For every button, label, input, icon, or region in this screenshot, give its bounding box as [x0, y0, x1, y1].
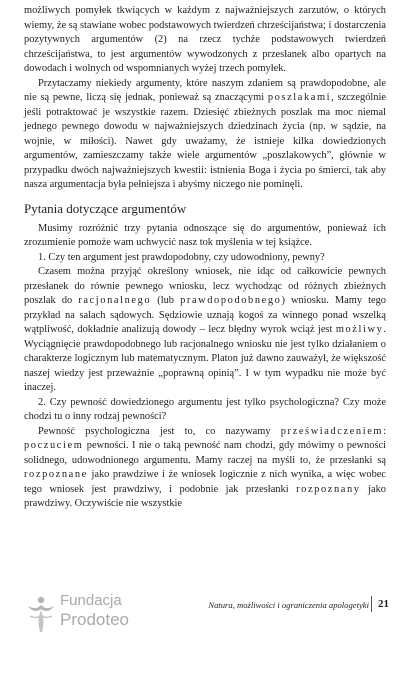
spaced-word-racjonalnego: racjonalnego [78, 295, 152, 306]
page-footer [0, 590, 413, 650]
spaced-word-poszlakami: poszlakami [267, 92, 332, 103]
paragraph-5-text-d: . Wyciągnięcie prawdopodobnego lub racjonalnego wniosku nie jest tylko działaniem o charakterze logicznym lub matematycznym. Platon już dawno zauważył, że większość naszej wiedzy jest przeważnie „poprawną opinią”. I w tym wypadku nie może być inaczej. [24, 324, 386, 393]
paragraph-7-text-a: Pewność psychologiczna jest to, co nazywamy [38, 425, 281, 437]
running-title: Natura, możliwości i ograniczenia apologetyki [208, 600, 369, 610]
footer-divider [371, 596, 372, 612]
paragraph-5-text-c: ) wniosku. Mamy tego przykład na salach sądowych. Sędziowie uznają kogoś za winnego ponad wszelką wątpliwość, dokładnie analizują dowody – lecz błędny wyrok wciąż jest [24, 295, 386, 335]
spaced-word-poczuciem: poczuciem [24, 440, 84, 451]
paragraph-5-text-a: Czasem można przyjąć określony wniosek, nie idąc od całkowicie pewnych przesłanek do równie pewnego wniosku, lecz wychodząc od różnych zbieżnych poszlak do [24, 266, 386, 306]
page-number: 21 [378, 598, 389, 610]
paragraph-2 [24, 77, 386, 193]
spaced-word-rozpoznane: rozpoznane [24, 469, 88, 480]
spaced-word-prawdopodobnego: prawdopodobnego [180, 295, 282, 306]
paragraph-7-text-b: : [383, 425, 386, 437]
paragraph-2-text-b: , szczególnie jeśli potraktować je wszystkie razem. Dziesięć zbieżnych poszlak ma moc niemal jednego pewnego dowodu w najważniejszych dziedzinach życia (np. w sądzie, na wojnie, w miłości). Nawet gdy uważamy, że istnieje kilka dowiedzionych argumentów, zamieszczamy także wiele argumentów „poszlakowych”, głównie w przypadku dwóch najważniejszych kwestii: istnienia Boga i życia po śmierci, tak aby nasza argumentacja była pełniejsza i abyśmy niczego nie pominęli. [24, 92, 386, 190]
paragraph-3: Musimy rozróżnić trzy pytania odnoszące się do argumentów, ponieważ ich zrozumienie pomoże wam uchwycić nasz tok myślenia w tej książce. [24, 222, 386, 248]
fundacja-logo-icon [26, 594, 56, 634]
body-text [24, 4, 386, 512]
paragraph-5-text-b: (lub [151, 295, 181, 306]
logo-text-prodoteo: Prodoteo [60, 610, 129, 629]
paragraph-7-text-d: jako prawdziwe i że wniosek logicznie z nich wynika, a więc wobec tego wniosek jest prawdziwy, i podobnie jak przesłanki [24, 469, 386, 495]
spaced-word-mozliwy: możliwy [335, 324, 384, 335]
section-heading: Pytania dotyczące argumentów [24, 200, 187, 216]
paragraph-1: możliwych pomyłek tkwiących w każdym z najważniejszych zarzutów, o których wiemy, że są stawiane wobec podstawowych twierdzeń chrześcijaństwa; i dostarczenia pozytywnych argumentów (2) na rzecz tychże podstawowych twierdzeń chrześcijaństwa, to jest argumentów wywodzonych z przesłanek albo opartych na dowodach i wolnych od wspomnianych wyżej trzech pomyłek. [24, 5, 386, 74]
paragraph-5 [24, 265, 386, 396]
paragraph-7-text-e: jako prawdziwy. Oczywiście nie wszystkie [24, 483, 386, 509]
question-2: 2. Czy pewność dowiedzionego argumentu jest tylko psychologiczna? Czy może chodzi tu o inny rodzaj pewności? [24, 396, 386, 422]
spaced-word-rozpoznany: rozpoznany [296, 483, 361, 495]
paragraph-7 [24, 425, 386, 512]
question-1: 1. Czy ten argument jest prawdopodobny, czy udowodniony, pewny? [38, 251, 325, 263]
publisher-logo [26, 590, 146, 638]
spaced-word-przeswiadczeniem: przeświadczeniem [280, 425, 384, 437]
logo-text-fundacja: Fundacja [60, 592, 122, 609]
paragraph-2-text-a: Przytaczamy niekiedy argumenty, które naszym zdaniem są prawdopodobne, ale nie są pewne, liczą się jednak, ponieważ są znaczącymi [24, 77, 386, 103]
paragraph-7-text-c: pewności. I nie o taką pewność nam chodzi, gdy mówimy o pewności solidnego, udowodnionego argumentu. Mamy raczej na myśli to, że przesłanki są [24, 440, 386, 466]
